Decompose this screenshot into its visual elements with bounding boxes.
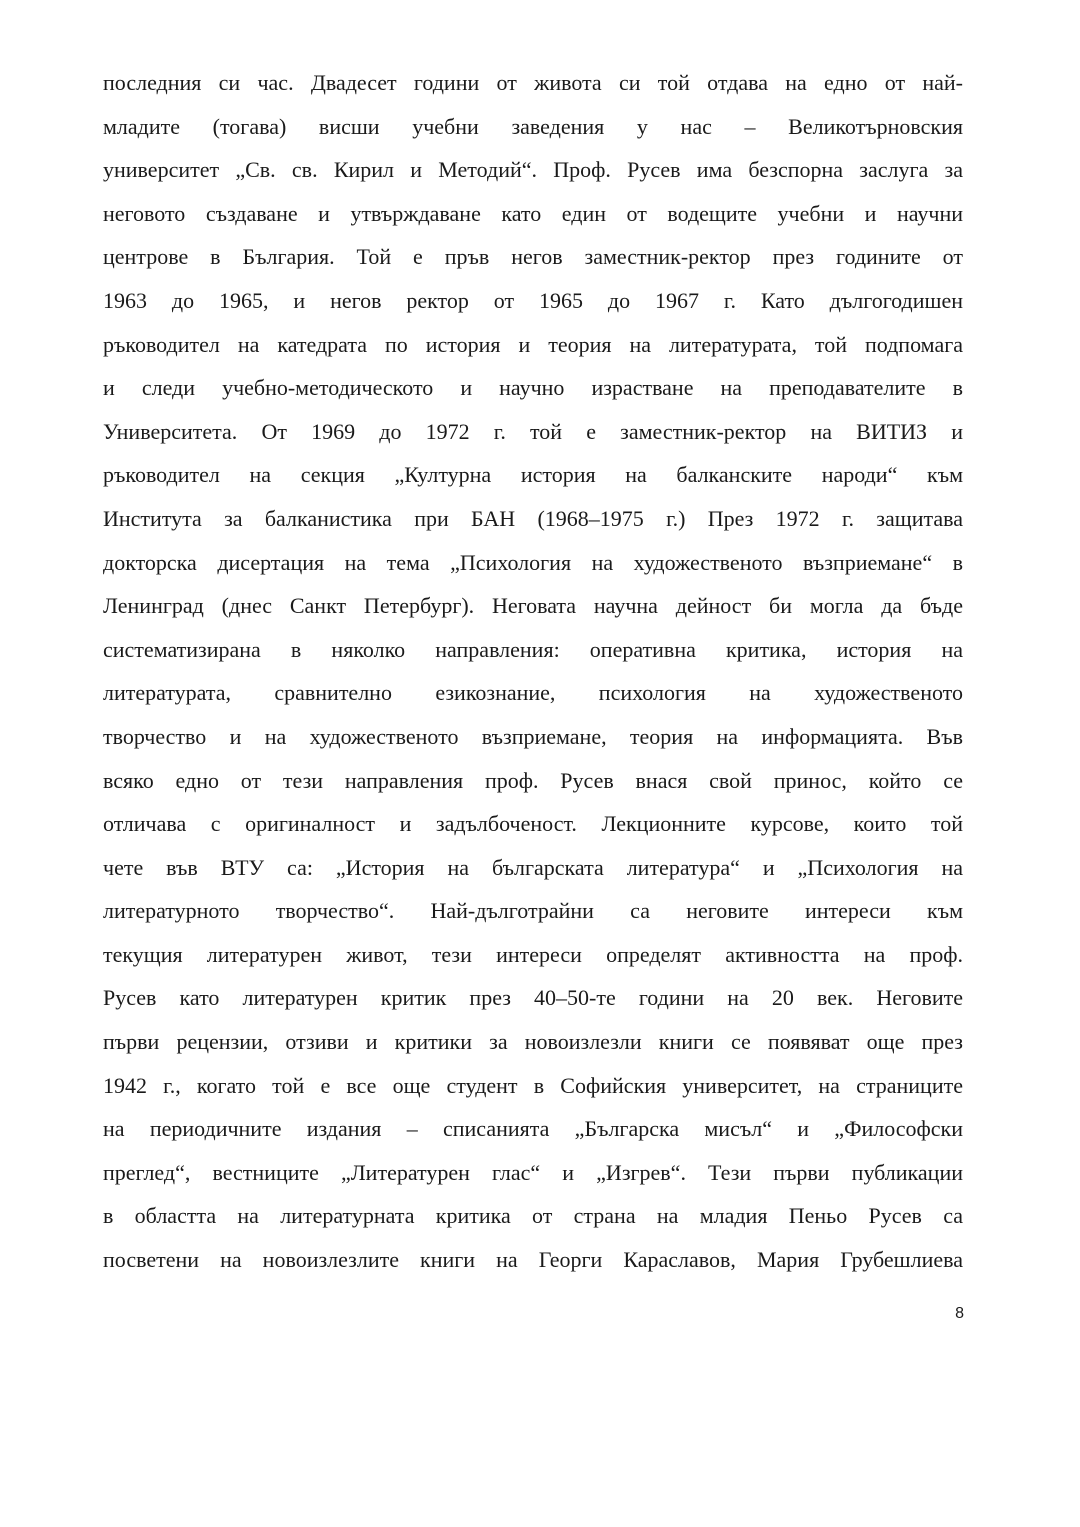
text-line: 1963 до 1965, и негов ректор от 1965 до 1967 г. Като дългогодишен [103,287,963,313]
body-text [103,61,963,1282]
text-line: 1942 г., когато той е все още студент в Софийския университет, на страниците [103,1072,963,1098]
text-line: литературата, сравнително езикознание, психология на художественото [103,680,963,706]
text-line: в областта на литературната критика от страна на младия Пеньо Русев са [103,1203,963,1229]
text-line: Института за балканистика при БАН (1968–1975 г.) През 1972 г. защитава [103,505,963,531]
text-line: центрове в България. Той е пръв негов заместник-ректор през годините от [103,244,963,270]
text-line: отличава с оригиналност и задълбоченост. Лекционните курсове, които той [103,811,963,837]
text-line: чете във ВТУ са: „История на българската литература“ и „Психология на [103,854,963,880]
text-line: систематизирана в няколко направления: оперативна критика, история на [103,636,963,662]
page-number: 8 [955,1305,964,1322]
text-line: последния си час. Двадесет години от живота си той отдава на едно от най- [103,70,963,95]
text-line: всяко едно от тези направления проф. Русев внася свой принос, който се [103,767,963,793]
text-line: докторска дисертация на тема „Психология на художественото възприемане“ в [103,549,963,575]
text-line: първи рецензии, отзиви и критики за новоизлезли книги се появяват още през [103,1029,963,1055]
text-line: Университета. От 1969 до 1972 г. той е заместник-ректор на ВИТИЗ и [103,418,963,444]
text-line: литературното творчество“. Най-дълготрайни са неговите интереси към [103,898,963,924]
text-line: текущия литературен живот, тези интереси определят активността на проф. [103,941,963,967]
text-line: младите (тогава) висши учебни заведения у нас – Великотърновския [103,113,963,139]
text-line: на периодичните издания – списанията „Българска мисъл“ и „Философски [103,1116,963,1142]
text-line: и следи учебно-методическото и научно израстване на преподавателите в [103,375,963,401]
text-line: посветени на новоизлезлите книги на Георги Караславов, Мария Грубешлиева [103,1247,963,1273]
text-line: творчество и на художественото възприемане, теория на информацията. Във [103,723,963,749]
text-line: неговото създаване и утвърждаване като един от водещите учебни и научни [103,200,963,226]
text-line: университет „Св. св. Кирил и Методий“. Проф. Русев има безспорна заслуга за [103,157,963,183]
text-line: Русев като литературен критик през 40–50-те години на 20 век. Неговите [103,985,963,1011]
text-line: ръководител на катедрата по история и теория на литературата, той подпомага [103,331,963,357]
text-line: Ленинград (днес Санкт Петербург). Неговата научна дейност би могла да бъде [103,593,963,619]
text-line: преглед“, вестниците „Литературен глас“ и „Изгрев“. Тези първи публикации [103,1159,963,1185]
text-line: ръководител на секция „Културна история на балканските народи“ към [103,462,963,488]
